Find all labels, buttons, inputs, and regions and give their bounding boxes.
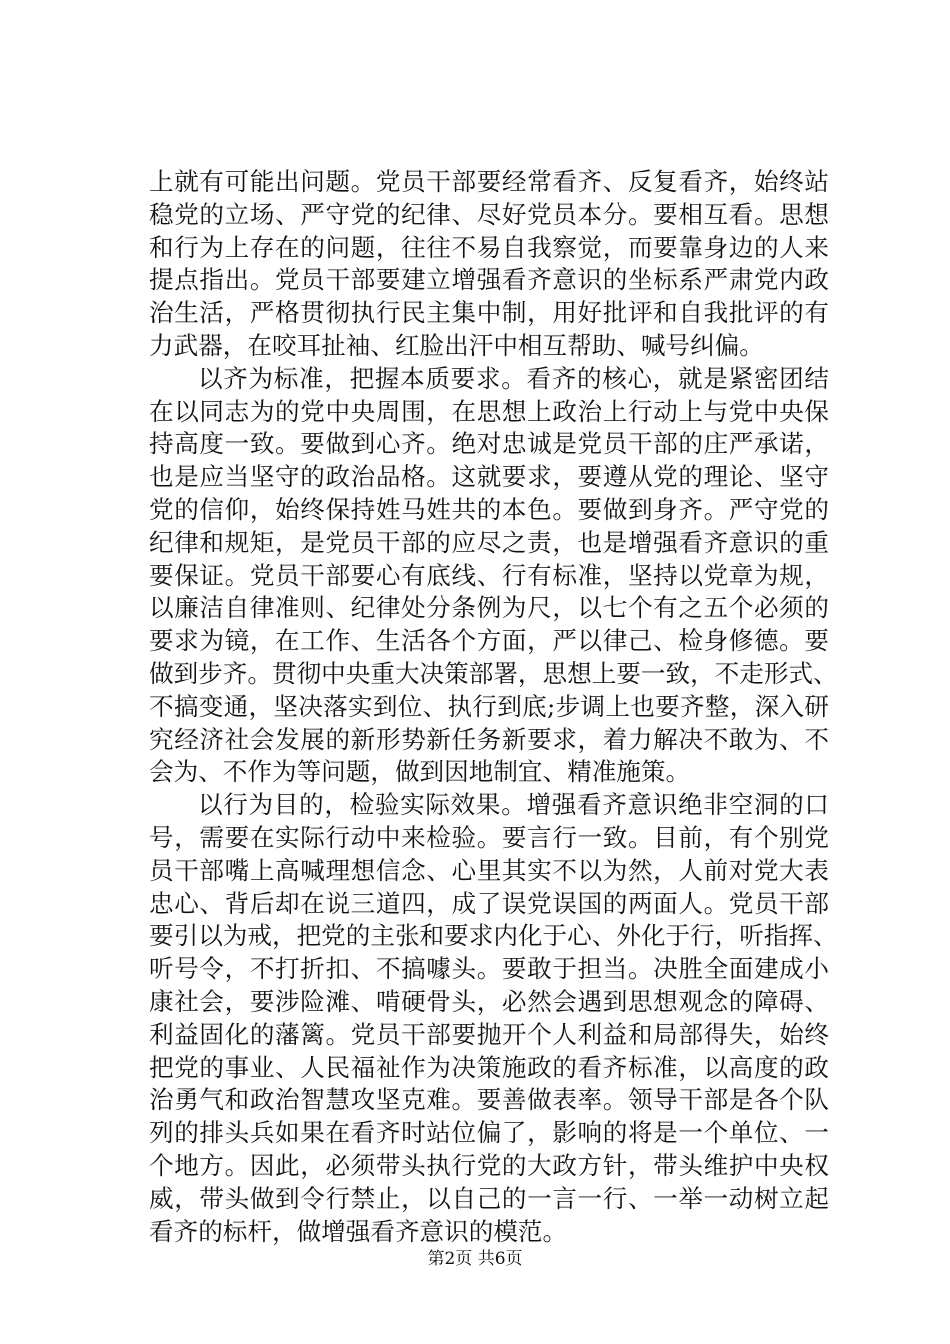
text-line: 个地方。因此，必须带头执行党的大政方针，带头维护中央权: [149, 1150, 829, 1180]
text-line: 治生活，严格贯彻执行民主集中制，用好批评和自我批评的有: [149, 298, 829, 328]
text-line: 号，需要在实际行动中来检验。要言行一致。目前，有个别党: [149, 822, 829, 852]
text-line: 以廉洁自律准则、纪律处分条例为尺，以七个有之五个必须的: [149, 593, 829, 623]
text-line: 把党的事业、人民福祉作为决策施政的看齐标准，以高度的政: [149, 1052, 829, 1082]
text-line: 要引以为戒，把党的主张和要求内化于心、外化于行，听指挥、: [149, 921, 838, 951]
text-line: 提点指出。党员干部要建立增强看齐意识的坐标系严肃党内政: [149, 265, 829, 295]
paragraph: [149, 363, 838, 789]
text-line: 不搞变通，坚决落实到位、执行到底;步调上也要齐整，深入研: [149, 691, 829, 721]
text-line: 纪律和规矩，是党员干部的应尽之责，也是增强看齐意识的重: [149, 527, 829, 557]
text-line: 以行为目的，检验实际效果。增强看齐意识绝非空洞的口: [198, 790, 829, 820]
text-line: 列的排头兵如果在看齐时站位偏了，影响的将是一个单位、一: [149, 1118, 829, 1148]
text-line: 在以同志为的党中央周围，在思想上政治上行动上与党中央保: [149, 396, 829, 426]
text-line: 稳党的立场、严守党的纪律、尽好党员本分。要相互看。思想: [149, 199, 829, 229]
text-line: 忠心、背后却在说三道四，成了误党误国的两面人。党员干部: [149, 888, 829, 918]
text-line: 看齐的标杆，做增强看齐意识的模范。: [149, 1216, 568, 1246]
text-line: 员干部嘴上高喊理想信念、心里其实不以为然，人前对党大表: [149, 855, 829, 885]
text-line: 利益固化的藩篱。党员干部要抛开个人利益和局部得失，始终: [149, 1019, 829, 1049]
text-line: 上就有可能出问题。党员干部要经常看齐、反复看齐，始终站: [149, 167, 829, 196]
paragraph: [149, 166, 829, 363]
text-line: 要保证。党员干部要心有底线、行有标准，坚持以党章为规，: [149, 560, 829, 590]
page-number-label: 第2页 共6页: [427, 1249, 523, 1269]
text-line: 会为、不作为等问题，做到因地制宜、精准施策。: [149, 757, 691, 787]
text-line: 做到步齐。贯彻中央重大决策部署，思想上要一致，不走形式、: [149, 658, 838, 688]
text-line: 康社会，要涉险滩、啃硬骨头，必然会遇到思想观念的障碍、: [149, 986, 829, 1016]
text-line: 以齐为标准，把握本质要求。看齐的核心，就是紧密团结: [198, 363, 829, 393]
text-line: 究经济社会发展的新形势新任务新要求，着力解决不敢为、不: [149, 724, 829, 754]
text-line: 治勇气和政治智慧攻坚克难。要善做表率。领导干部是各个队: [149, 1085, 829, 1115]
document-body: [149, 166, 838, 1248]
text-line: 听号令，不打折扣、不搞噱头。要敢于担当。决胜全面建成小: [149, 954, 829, 984]
page-footer: [0, 1248, 950, 1270]
text-line: 力武器，在咬耳扯袖、红脸出汗中相互帮助、喊号纠偏。: [149, 330, 764, 360]
text-line: 要求为镜，在工作、生活各个方面，严以律己、检身修德。要: [149, 626, 829, 656]
text-line: 党的信仰，始终保持姓马姓共的本色。要做到身齐。严守党的: [149, 494, 829, 524]
text-line: 也是应当坚守的政治品格。这就要求，要遵从党的理论、坚守: [149, 462, 829, 492]
text-line: 威，带头做到令行禁止，以自己的一言一行、一举一动树立起: [149, 1183, 829, 1213]
paragraph: [149, 789, 838, 1248]
text-line: 和行为上存在的问题，往往不易自我察觉，而要靠身边的人来: [149, 232, 829, 262]
text-line: 持高度一致。要做到心齐。绝对忠诚是党员干部的庄严承诺，: [149, 429, 829, 459]
